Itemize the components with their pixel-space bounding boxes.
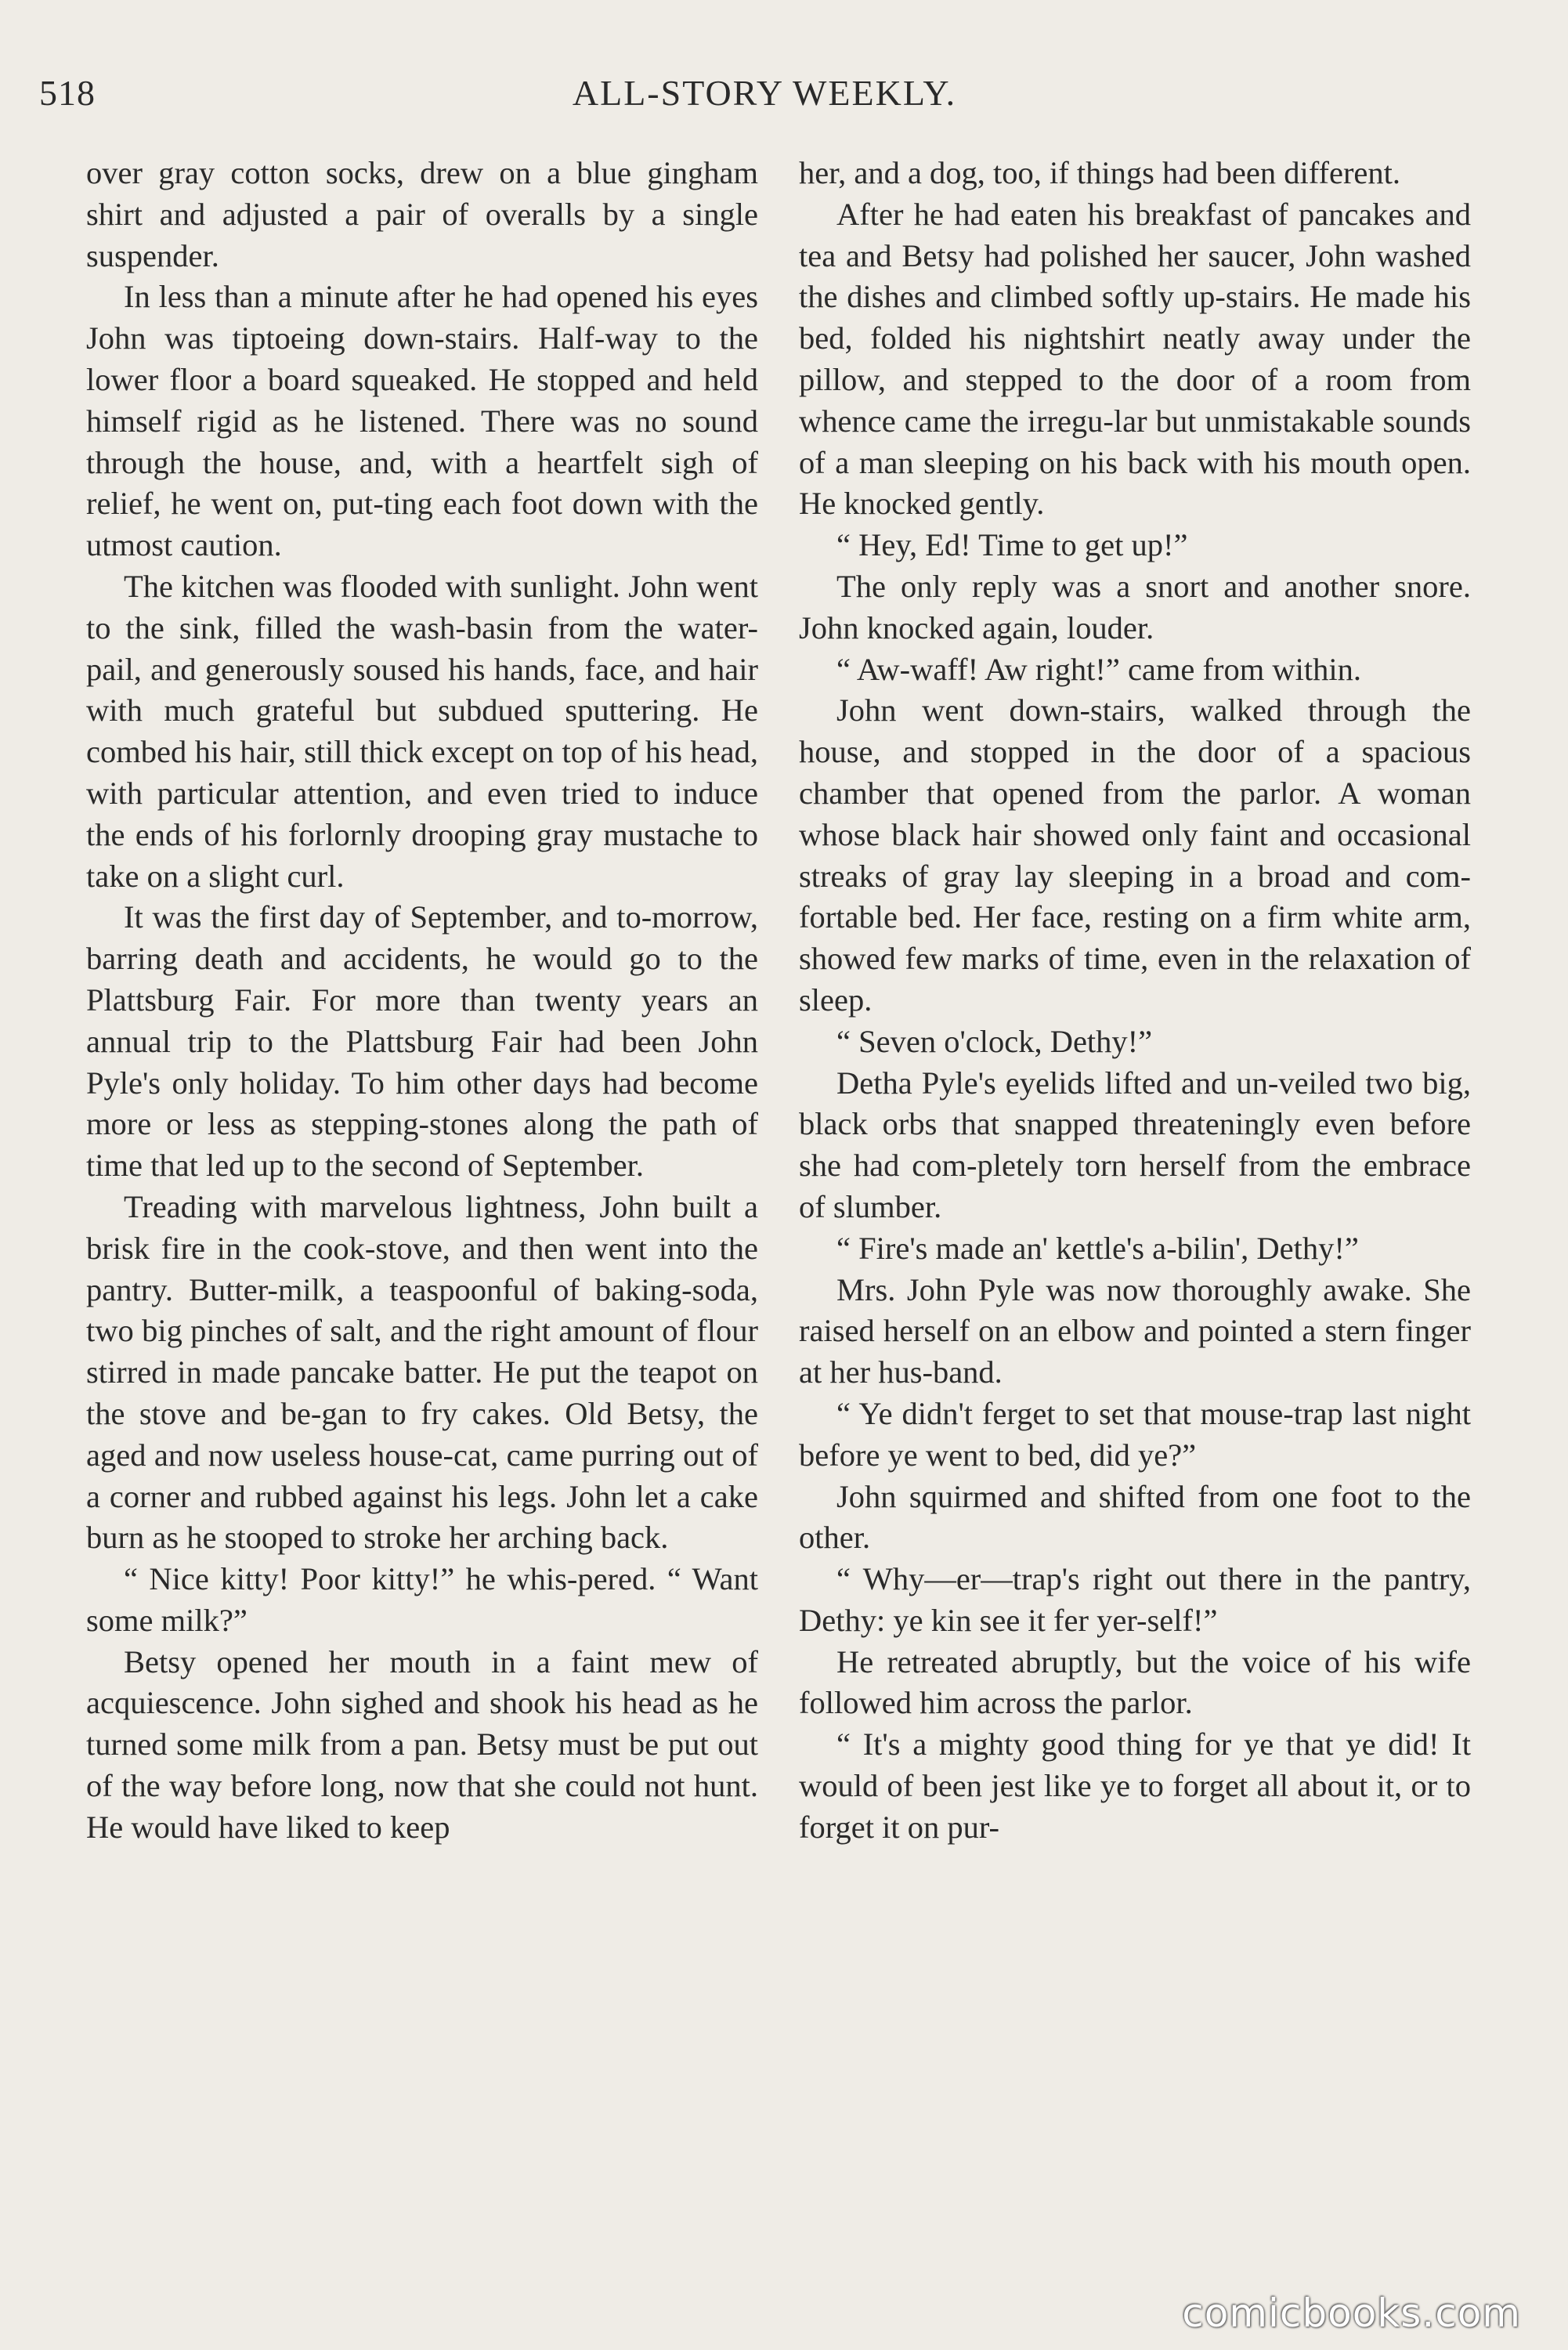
paragraph: Mrs. John Pyle was now thoroughly awake. She raised herself on an elbow and pointed a stern finger at her hus-band. <box>799 1271 1471 1390</box>
watermark: comicbooks.com <box>1182 2290 1521 2336</box>
magazine-title: ALL-STORY WEEKLY. <box>572 73 957 113</box>
paragraph: over gray cotton socks, drew on a blue gingham shirt and adjusted a pair of overalls by a single suspender. <box>86 155 758 273</box>
paragraph: The only reply was a snort and another snore. John knocked again, louder. <box>799 568 1471 645</box>
paragraph: John squirmed and shifted from one foot to the other. <box>799 1478 1471 1556</box>
paragraph: It was the first day of September, and to-morrow, barring death and accidents, he would go to the Plattsburg Fair. For more than twenty years an annual trip to the Plattsburg Fair had been John Pyle's only holiday. To him other days had become more or less as stepping-stones along the path of time that led up to the second of September. <box>86 899 758 1184</box>
paragraph: “ Hey, Ed! Time to get up!” <box>836 527 1188 563</box>
paragraph: John went down-stairs, walked through the house, and stopped in the door of a spacious chamber that opened from the parlor. A woman whose black hair showed only faint and occasional streaks of gray lay sleeping in a broad and com-fortable bed. Her face, resting on a firm white arm, showed few marks of time, even in the relaxation of sleep. <box>799 692 1471 1018</box>
paragraph: “ Why—er—trap's right out there in the pantry, Dethy: ye kin see it fer yer-self!” <box>799 1561 1471 1638</box>
paragraph: “ Fire's made an' kettle's a-bilin', Dethy!” <box>836 1230 1359 1266</box>
paragraph: “ Nice kitty! Poor kitty!” he whis-pered. “ Want some milk?” <box>86 1561 758 1638</box>
paragraph: Treading with marvelous lightness, John built a brisk fire in the cook-stove, and then went into the pantry. Butter-milk, a teaspoonful of baking-soda, two big pinches of salt, and the right amount of flour stirred in made pancake batter. He put the teapot on the stove and be-gan to fry cakes. Old Betsy, the aged and now useless house-cat, came purring out of a corner and rubbed against his legs. John let a cake burn as he stooped to stroke her arching back. <box>86 1188 758 1556</box>
paragraph: “ It's a mighty good thing for ye that ye did! It would of been jest like ye to forget all about it, or to forget it on pur- <box>799 1726 1471 1845</box>
paragraph: Detha Pyle's eyelids lifted and un-veiled two big, black orbs that snapped threateningly even before she had com-pletely torn herself from the embrace of slumber. <box>799 1065 1471 1224</box>
left-column <box>86 153 758 1849</box>
paragraph: Betsy opened her mouth in a faint mew of acquiescence. John sighed and shook his head as he turned some milk from a pan. Betsy must be put out of the way before long, now that she could not hunt. He would have liked to keep <box>86 1643 758 1845</box>
paragraph: “ Aw-waff! Aw right!” came from within. <box>836 651 1361 687</box>
paragraph: After he had eaten his breakfast of pancakes and tea and Betsy had polished her saucer, John washed the dishes and climbed softly up-stairs. He made his bed, folded his nightshirt neatly away under the pillow, and stepped to the door of a room from whence came the irregu-lar but unmistakable sounds of a man sleeping on his back with his mouth open. He knocked gently. <box>799 196 1471 522</box>
page-header <box>39 72 1490 127</box>
paragraph: He retreated abruptly, but the voice of his wife followed him across the parlor. <box>799 1643 1471 1721</box>
paragraph: In less than a minute after he had opened his eyes John was tiptoeing down-stairs. Half-way to the lower floor a board squeaked. He stopped and held himself rigid as he listened. There was no sound through the house, and, with a heartfelt sigh of relief, he went on, put-ting each foot down with the utmost caution. <box>86 279 758 563</box>
paragraph: The kitchen was flooded with sunlight. John went to the sink, filled the wash-basin from the water-pail, and generously soused his hands, face, and hair with much grateful but subdued sputtering. He combed his hair, still thick except on top of his head, with particular attention, and even tried to induce the ends of his forlornly drooping gray mustache to take on a slight curl. <box>86 568 758 894</box>
right-column <box>799 153 1471 1849</box>
paragraph: her, and a dog, too, if things had been different. <box>799 155 1401 190</box>
paragraph: “ Seven o'clock, Dethy!” <box>836 1023 1153 1059</box>
page-number: 518 <box>39 73 96 113</box>
paragraph: “ Ye didn't ferget to set that mouse-trap last night before ye went to bed, did ye?” <box>799 1395 1471 1473</box>
